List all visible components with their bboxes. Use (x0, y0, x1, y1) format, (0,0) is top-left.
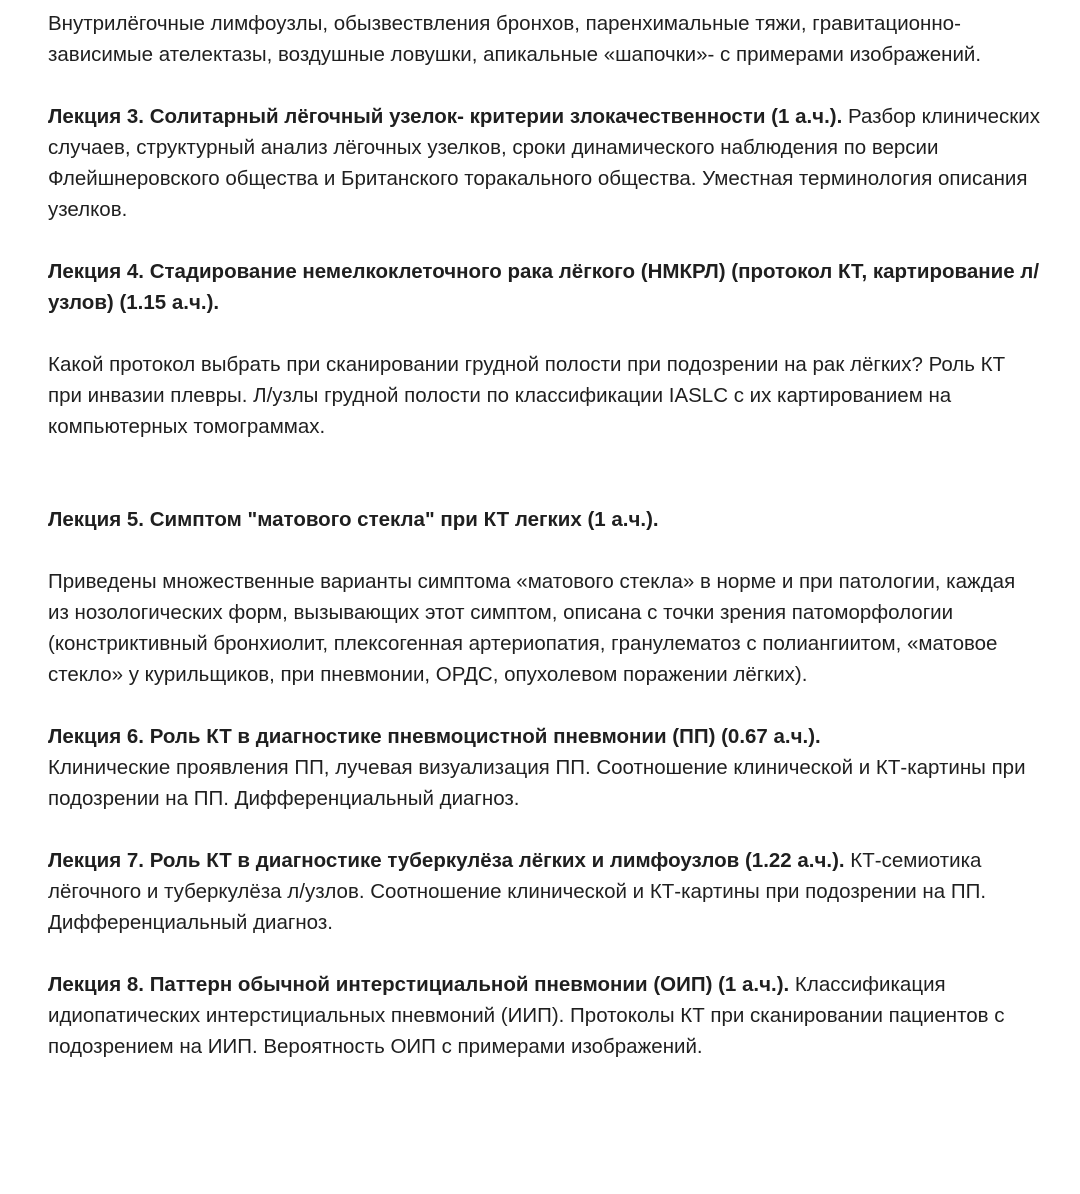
lecture-7-text: КТ-семиотика лёгочного и туберкулёза л/узлов. Соотношение клинической и КТ-картины при подозрении на ПП. Дифференциальный диагноз. (48, 849, 987, 934)
spacer (48, 225, 1040, 256)
lecture-3-text: Разбор клинических случаев, структурный анализ лёгочных узелков, сроки динамического наблюдения по версии Флейшнеровского общества и Британского торакального общества. Уместная терминология описания узелков. (48, 105, 1040, 221)
lecture-6-text: Клинические проявления ПП, лучевая визуализация ПП. Соотношение клинической и КТ-картины при подозрении на ПП. Дифференциальный диагноз. (48, 756, 1026, 810)
lecture-5-title: Лекция 5. Симптом "матового стекла" при КТ легких (1 а.ч.). (48, 508, 659, 531)
lecture-8-title: Лекция 8. Паттерн обычной интерстициальной пневмонии (ОИП) (1 а.ч.). (48, 973, 790, 996)
spacer (48, 814, 1040, 845)
lecture-7-paragraph (48, 845, 1040, 938)
spacer (48, 938, 1040, 969)
spacer (48, 690, 1040, 721)
lecture-3-paragraph (48, 101, 1040, 225)
lecture-7-title: Лекция 7. Роль КТ в диагностике туберкулёза лёгких и лимфоузлов (1.22 а.ч.). (48, 849, 845, 872)
lecture-4-title: Лекция 4. Стадирование немелкоклеточного рака лёгкого (НМКРЛ) (протокол КТ, картирование л/узлов) (1.15 а.ч.). (48, 260, 1040, 314)
lecture-6-title: Лекция 6. Роль КТ в диагностике пневмоцистной пневмонии (ПП) (0.67 а.ч.). (48, 725, 821, 748)
intro-paragraph (48, 8, 1040, 70)
intro-text: Внутрилёгочные лимфоузлы, обызвествления бронхов, паренхимальные тяжи, гравитационно-зависимые ателектазы, воздушные ловушки, апикальные «шапочки»- с примерами изображений. (48, 12, 982, 66)
spacer (48, 70, 1040, 101)
lecture-8-text: Классификация идиопатических интерстициальных пневмоний (ИИП). Протоколы КТ при сканировании пациентов с подозрением на ИИП. Вероятность ОИП с примерами изображений. (48, 973, 1005, 1058)
spacer (48, 535, 1040, 566)
lecture-5-text: Приведены множественные варианты симптома «матового стекла» в норме и при патологии, каждая из нозологических форм, вызывающих этот симптом, описана с точки зрения патоморфологии (констриктивный бронхиолит, плексогенная артериопатия, гранулематоз с полиангиитом, «матовое стекло» у курильщиков, при пневмонии, ОРДС, опухолевом поражении лёгких). (48, 570, 1016, 686)
lecture-6-paragraph (48, 721, 1040, 814)
spacer (48, 318, 1040, 349)
lecture-3-title: Лекция 3. Солитарный лёгочный узелок- критерии злокачественности (1 а.ч.). (48, 105, 843, 128)
lecture-8-paragraph (48, 969, 1040, 1062)
spacer (48, 442, 1040, 504)
lecture-4-text: Какой протокол выбрать при сканировании грудной полости при подозрении на рак лёгких? Роль КТ при инвазии плевры. Л/узлы грудной полости по классификации IASLC с их картированием на компьютерных томограммах. (48, 353, 1006, 438)
